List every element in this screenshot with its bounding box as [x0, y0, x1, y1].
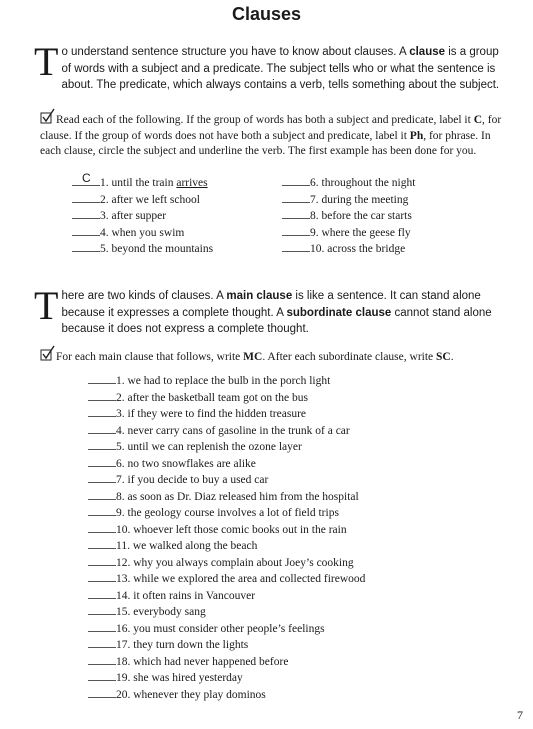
item-text: which had never happened before — [133, 655, 289, 668]
intro-clause-definition — [34, 39, 502, 94]
answer-blank[interactable] — [88, 686, 116, 698]
exercise-item — [282, 240, 405, 257]
item-text: it often rains in Vancouver — [133, 589, 256, 602]
exercise-item — [282, 207, 412, 224]
answer-blank[interactable] — [72, 171, 100, 186]
answer-blank[interactable] — [72, 240, 100, 252]
answer-blank[interactable] — [282, 207, 310, 219]
item-text: the geology course involves a lot of field trips — [127, 507, 339, 519]
answer-blank[interactable] — [88, 455, 116, 467]
answer-blank[interactable] — [88, 504, 116, 516]
answer-blank[interactable] — [88, 603, 116, 615]
item-number: 8. — [116, 490, 125, 503]
exercise-item — [88, 587, 255, 604]
exercise-item — [282, 191, 408, 208]
exercise-item — [88, 422, 350, 439]
text-segment: . — [450, 351, 454, 363]
item-number: 3. — [100, 210, 109, 222]
bold-term: main clause — [226, 290, 293, 302]
item-number: 9. — [310, 226, 319, 239]
answer-blank[interactable] — [88, 438, 116, 450]
answer-blank[interactable] — [88, 653, 116, 665]
item-text: whoever left those comic books out in the rain — [133, 523, 347, 536]
item-text: when you swim — [111, 226, 185, 239]
item-text: no two snowflakes are alike — [127, 457, 256, 470]
exercise-item — [88, 570, 365, 587]
exercise-item — [88, 405, 306, 422]
item-text: while we explored the area and collected firewood — [133, 573, 366, 585]
item-text: after the basketball team got on the bus — [127, 391, 308, 404]
text-segment: Read each of the following. If the group of words has both a subject and predicate, label it — [56, 114, 474, 126]
item-number: 7. — [116, 474, 125, 486]
exercise-item — [88, 636, 248, 653]
item-text: where the geese fly — [321, 226, 411, 239]
text-segment: is like a sentence. It can stand alone because it expresses a complete thought. A — [61, 290, 481, 319]
page-title: Clauses — [231, 4, 302, 24]
item-number: 10. — [310, 243, 325, 255]
exercise-item — [88, 438, 302, 455]
exercise-item — [88, 554, 354, 571]
item-text: why you always complain about Joey’s cooking — [133, 556, 354, 569]
answer-blank[interactable] — [88, 669, 116, 681]
item-number: 10. — [116, 523, 131, 536]
item-number: 11. — [116, 540, 130, 552]
answer-blank[interactable] — [72, 191, 100, 203]
intro-main-subordinate — [34, 283, 502, 338]
exercise-item — [88, 372, 330, 389]
item-text: we walked along the beach — [132, 540, 258, 552]
item-number: 1. — [100, 177, 109, 189]
item-text: everybody sang — [133, 606, 206, 618]
item-number: 15. — [116, 606, 131, 618]
item-number: 7. — [310, 193, 319, 206]
text-segment: For each main clause that follows, write — [56, 351, 244, 363]
text-segment: is a group of words with a subject and a predicate. The subject tells who or what the sentence is about. The predicate, which always contains a verb, tells something about the subject. — [61, 46, 500, 91]
text-segment: o understand sentence structure you have to know about clauses. A — [61, 46, 410, 58]
item-text: after supper — [111, 210, 167, 222]
exercise-item — [88, 504, 339, 521]
bold-term: MC — [243, 351, 263, 363]
text-segment: here are two kinds of clauses. A — [61, 290, 227, 302]
text-segment: , for phrase. In each clause, circle the subject and underline the verb. The first example has been done for you. — [40, 129, 491, 157]
checkbox-check-icon — [40, 112, 53, 124]
exercise-item — [72, 191, 200, 208]
item-number: 14. — [116, 589, 131, 602]
item-number: 12. — [116, 556, 131, 569]
exercise-item — [72, 240, 213, 257]
answer-blank[interactable] — [282, 224, 310, 236]
exercise-item — [88, 620, 325, 637]
exercise-item — [88, 686, 266, 703]
answer-blank[interactable] — [88, 554, 116, 566]
item-text: she was hired yesterday — [133, 672, 243, 684]
page-number: 7 — [517, 708, 523, 722]
exercise-item — [88, 537, 257, 554]
answer-blank[interactable] — [282, 240, 310, 252]
item-text: after we left school — [111, 193, 200, 206]
exercise-item — [72, 207, 166, 224]
item-text: they turn down the lights — [133, 639, 249, 651]
bold-term: subordinate clause — [286, 306, 392, 319]
item-text: as soon as Dr. Diaz released him from the hospital — [127, 490, 359, 503]
item-text: until the train — [111, 177, 177, 189]
exercise-item — [88, 603, 206, 620]
instruction-1 — [40, 112, 502, 160]
item-number: 13. — [116, 573, 131, 585]
exercise-item — [282, 174, 415, 191]
item-text: beyond the mountains — [111, 243, 214, 255]
item-number: 6. — [116, 457, 125, 470]
item-text: you must consider other people’s feelings — [133, 622, 325, 635]
text-segment: cannot stand alone because it does not express a complete thought. — [61, 306, 492, 335]
exercise-item — [88, 471, 268, 488]
answer-blank[interactable] — [88, 372, 116, 384]
drop-cap: T — [34, 39, 59, 84]
item-text: during the meeting — [321, 193, 409, 206]
answer-blank[interactable] — [88, 587, 116, 599]
answer-blank[interactable] — [88, 620, 116, 632]
answer-text: C — [82, 171, 91, 185]
exercise-item — [72, 224, 184, 241]
text-segment: , for clause. If the group of words does not have both a subject and predicate, label it — [40, 114, 502, 142]
item-number: 3. — [116, 408, 125, 420]
answer-blank[interactable] — [88, 537, 116, 549]
item-number: 5. — [100, 243, 109, 255]
answer-blank[interactable] — [88, 521, 116, 533]
bold-term: SC — [436, 351, 451, 363]
item-number: 2. — [100, 193, 109, 206]
item-number: 8. — [310, 210, 319, 222]
exercise-item — [88, 488, 359, 505]
item-text: if they were to find the hidden treasure — [127, 408, 307, 420]
drop-cap: T — [34, 283, 59, 328]
answer-blank[interactable] — [72, 224, 100, 236]
exercise-item — [88, 521, 347, 538]
answer-blank[interactable] — [88, 570, 116, 582]
exercise-item — [88, 669, 243, 686]
exercise-item — [88, 653, 288, 670]
answer-blank[interactable] — [88, 471, 116, 483]
bold-term: Ph — [409, 129, 424, 142]
item-number: 9. — [116, 507, 125, 519]
exercise-item — [88, 455, 256, 472]
answer-blank[interactable] — [88, 636, 116, 648]
item-number: 4. — [100, 226, 109, 239]
item-number: 16. — [116, 622, 131, 635]
answer-blank[interactable] — [72, 207, 100, 219]
item-number: 2. — [116, 391, 125, 404]
bold-term: clause — [409, 46, 446, 58]
exercise-item — [72, 171, 208, 191]
item-number: 6. — [310, 177, 319, 189]
item-number: 1. — [116, 375, 125, 387]
item-text: before the car starts — [321, 210, 412, 222]
item-text: if you decide to buy a used car — [127, 474, 269, 486]
text-segment: . After each subordinate clause, write — [262, 351, 437, 363]
checkbox-check-icon — [40, 349, 53, 361]
item-text: until we can replenish the ozone layer — [127, 441, 302, 453]
underlined-verb: arrives — [176, 177, 208, 189]
instruction-2 — [40, 349, 502, 366]
item-text: we had to replace the bulb in the porch light — [127, 375, 331, 387]
item-number: 4. — [116, 424, 125, 437]
answer-blank[interactable] — [88, 389, 116, 401]
item-number: 18. — [116, 655, 131, 668]
answer-blank[interactable] — [282, 191, 310, 203]
item-number: 19. — [116, 672, 131, 684]
answer-blank[interactable] — [88, 405, 116, 417]
item-text: never carry cans of gasoline in the trunk of a car — [127, 424, 350, 437]
item-number: 17. — [116, 639, 131, 651]
bold-term: C — [473, 114, 483, 126]
item-text: whenever they play dominos — [133, 688, 266, 701]
answer-blank[interactable] — [88, 488, 116, 500]
answer-blank[interactable] — [88, 422, 116, 434]
exercise-item — [88, 389, 308, 406]
exercise-item — [282, 224, 411, 241]
answer-blank[interactable] — [282, 174, 310, 186]
item-text: across the bridge — [327, 243, 406, 255]
item-text: throughout the night — [321, 177, 416, 189]
item-number: 20. — [116, 688, 131, 701]
item-number: 5. — [116, 441, 125, 453]
